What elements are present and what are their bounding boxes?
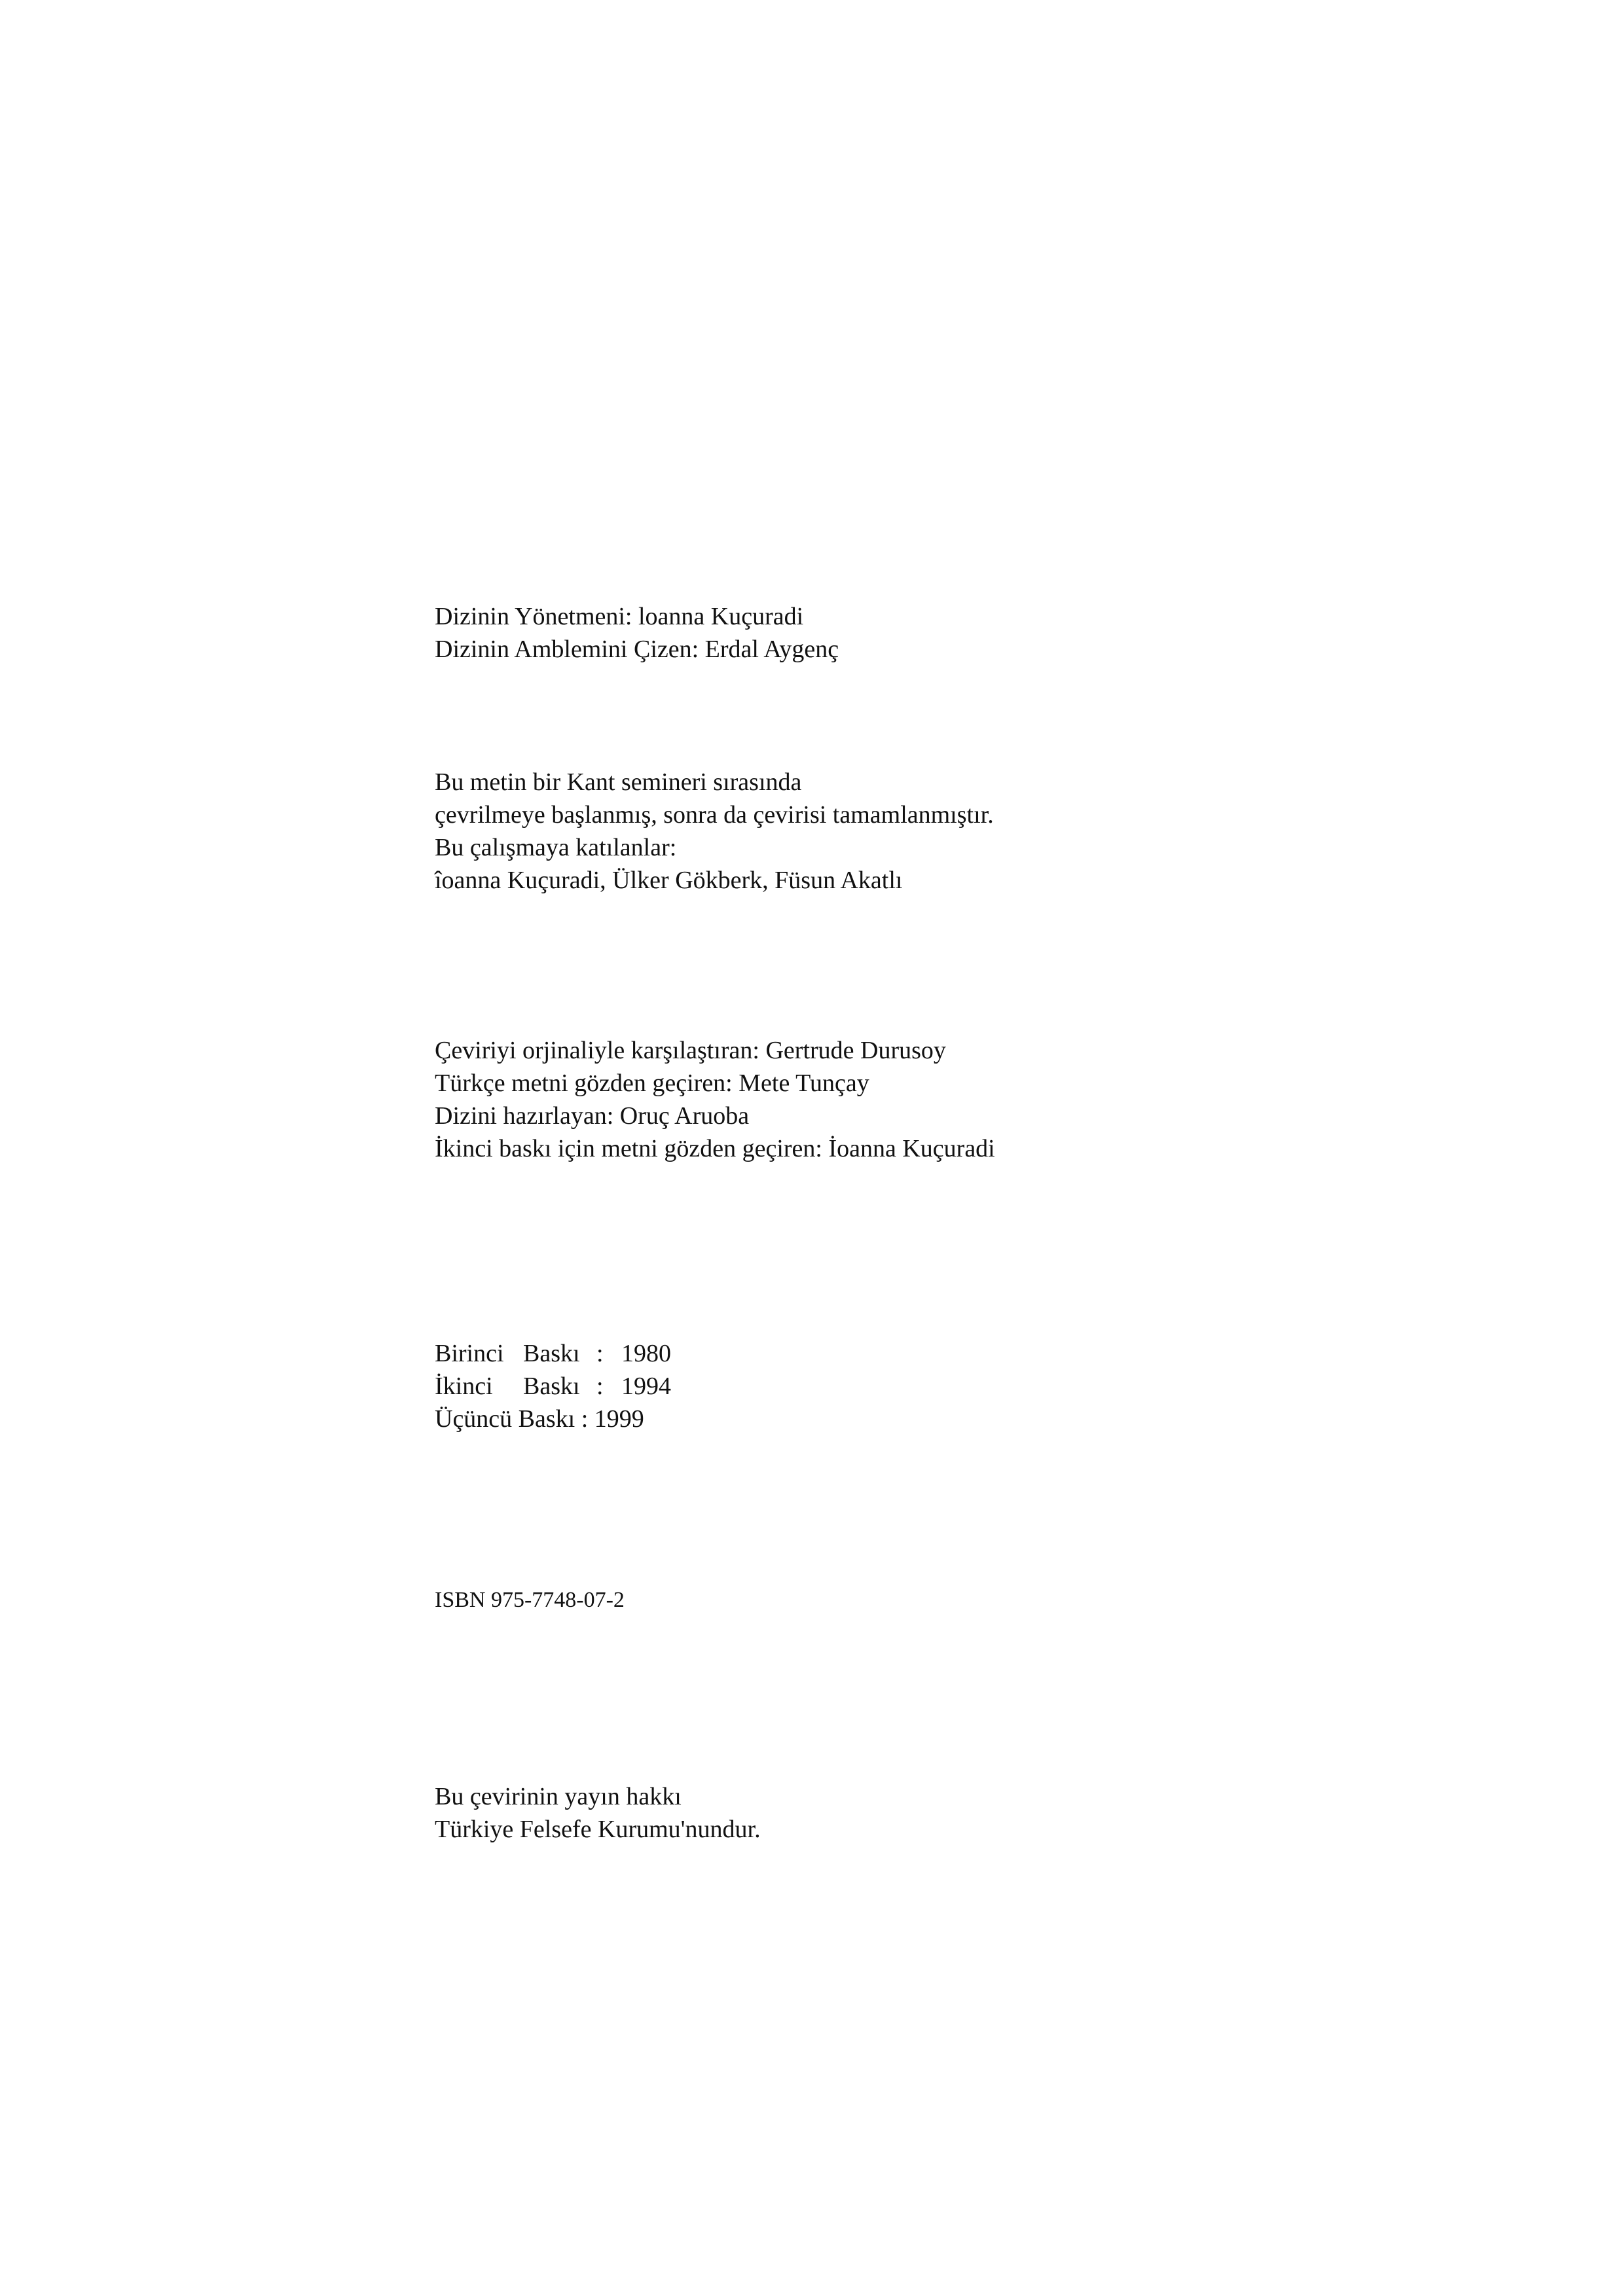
seminar-line-3: Bu çalışmaya katılanlar: (435, 834, 677, 861)
edition-row-second (435, 1370, 671, 1403)
rights-line-1: Bu çevirinin yayın hakkı (435, 1783, 682, 1810)
edition-year: 1994 (621, 1372, 671, 1400)
credits-block (435, 600, 839, 666)
reviewed-by-line: Türkçe metni gözden geçiren: Mete Tunçay (435, 1069, 869, 1097)
seminar-note-block (435, 766, 994, 897)
compared-by-line: Çeviriyi orjinaliyle karşılaştıran: Gertrude Durusoy (435, 1037, 946, 1064)
second-edition-review-line: İkinci baskı için metni gözden geçiren: İoanna Kuçuradi (435, 1135, 995, 1162)
edition-word: Baskı (523, 1372, 580, 1400)
editions-block (435, 1337, 671, 1435)
edition-ordinal: İkinci (435, 1372, 493, 1400)
edition-row-first (435, 1337, 671, 1370)
edition-row-third: Üçüncü Baskı : 1999 (435, 1405, 644, 1433)
index-by-line: Dizini hazırlayan: Oruç Aruoba (435, 1102, 750, 1130)
rights-line-2: Türkiye Felsefe Kurumu'nundur. (435, 1816, 761, 1843)
series-editor-line: Dizinin Yönetmeni: loanna Kuçuradi (435, 603, 804, 630)
edition-separator: : (596, 1340, 604, 1367)
seminar-participants-line: îoanna Kuçuradi, Ülker Gökberk, Füsun Akatlı (435, 867, 903, 894)
isbn-block (435, 1584, 625, 1617)
seminar-line-2: çevrilmeye başlanmış, sonra da çevirisi tamamlanmıştır. (435, 801, 994, 829)
rights-block (435, 1780, 761, 1846)
seminar-line-1: Bu metin bir Kant semineri sırasında (435, 768, 802, 796)
edition-ordinal: Birinci (435, 1340, 504, 1367)
isbn-line: ISBN 975-7748-07-2 (435, 1588, 625, 1612)
emblem-designer-line: Dizinin Amblemini Çizen: Erdal Aygenç (435, 636, 839, 663)
translation-credits-block (435, 1034, 995, 1165)
edition-year: 1980 (621, 1340, 671, 1367)
edition-separator: : (596, 1372, 604, 1400)
edition-word: Baskı (523, 1340, 580, 1367)
